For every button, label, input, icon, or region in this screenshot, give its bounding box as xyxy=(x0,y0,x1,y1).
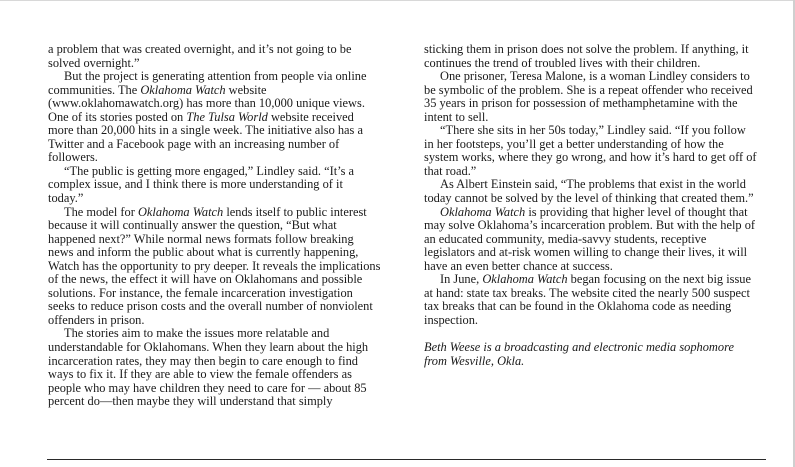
text-run: website received more than 20,000 hits in a single week. The initiative also has a Twitter and a Facebook page with an increasing number of followers. xyxy=(48,109,363,165)
paragraph: “The public is getting more engaged,” Lindley said. “It’s a complex issue, and I think there is more understanding of it today.” xyxy=(48,163,355,206)
paragraph xyxy=(48,206,381,328)
text-run: website (www.oklahomawatch.org) has more than 10,000 unique views. One of its stories posted on xyxy=(48,82,365,124)
paragraph: One prisoner, Teresa Malone, is a woman Lindley considers to be symbolic of the problem. She is a repeat offender who received 35 years in prison for possession of methamphetamine with the intent to sell. xyxy=(424,69,753,124)
text-run: is providing that higher level of thought that may solve Oklahoma’s incarceration problem. But with the help of an educated community, media-savvy students, receptive legislators and at-risk women willing to change their lives, it will have an even better chance at success. xyxy=(424,204,756,273)
text-run: began focusing on the next big issue at hand: state tax breaks. The website cited the nearly 500 suspect tax breaks that can be found in the Oklahoma code as needing inspection. xyxy=(424,272,751,327)
publication-name: Oklahoma Watch xyxy=(482,272,568,287)
publication-name: The Tulsa World xyxy=(186,109,268,124)
publication-name: Oklahoma Watch xyxy=(140,82,226,97)
page-top-border xyxy=(0,0,795,1)
paragraph: As Albert Einstein said, “The problems that exist in the world today cannot be solved by the level of thinking that created them.” xyxy=(424,177,754,206)
left-text-column xyxy=(48,43,381,409)
paragraph xyxy=(424,206,757,274)
bottom-rule xyxy=(47,459,766,460)
publication-name: Oklahoma Watch xyxy=(440,204,526,219)
text-run: The model for xyxy=(64,204,138,219)
text-run: In June, xyxy=(440,272,483,287)
paragraph: sticking them in prison does not solve the problem. If anything, it continues the trend of troubled lives with their children. xyxy=(424,42,749,70)
paragraph: “There she sits in her 50s today,” Lindley said. “If you follow in her footsteps, you’ll get a better understanding of how the system works, where they go wrong, and how it’s hard to get off of that road.” xyxy=(424,123,757,178)
text-run: But the project is generating attention from people via online communities. The xyxy=(48,69,367,97)
paragraph: The stories aim to make the issues more relatable and understandable for Oklahomans. When they learn about the high incarceration rates, they may then begin to care enough to find ways to fix it. If they are able to view the female offenders as people who may have children they need to care for — about 85 percent do—then maybe they will understand that simply xyxy=(48,326,369,409)
right-text-column xyxy=(424,43,757,368)
text-run: lends itself to public interest because it will continually answer the question, “But what happened next?” While normal news formats follow breaking news and inform the public about what is currently happening, Watch has the opportunity to pry deeper. It reveals the implications of the news, the effect it will have on Oklahomans and possible solutions. For instance, the female incarceration investigation seeks to reduce prison costs and the overall number of nonviolent offenders in prison. xyxy=(48,204,381,327)
paragraph xyxy=(48,70,381,165)
paragraph xyxy=(424,273,757,327)
publication-name: Oklahoma Watch xyxy=(137,204,224,219)
author-byline: Beth Weese is a broadcasting and electronic media sophomore from Wesville, Okla. xyxy=(424,339,734,368)
paragraph: a problem that was created overnight, and it’s not going to be solved overnight.” xyxy=(48,42,352,70)
